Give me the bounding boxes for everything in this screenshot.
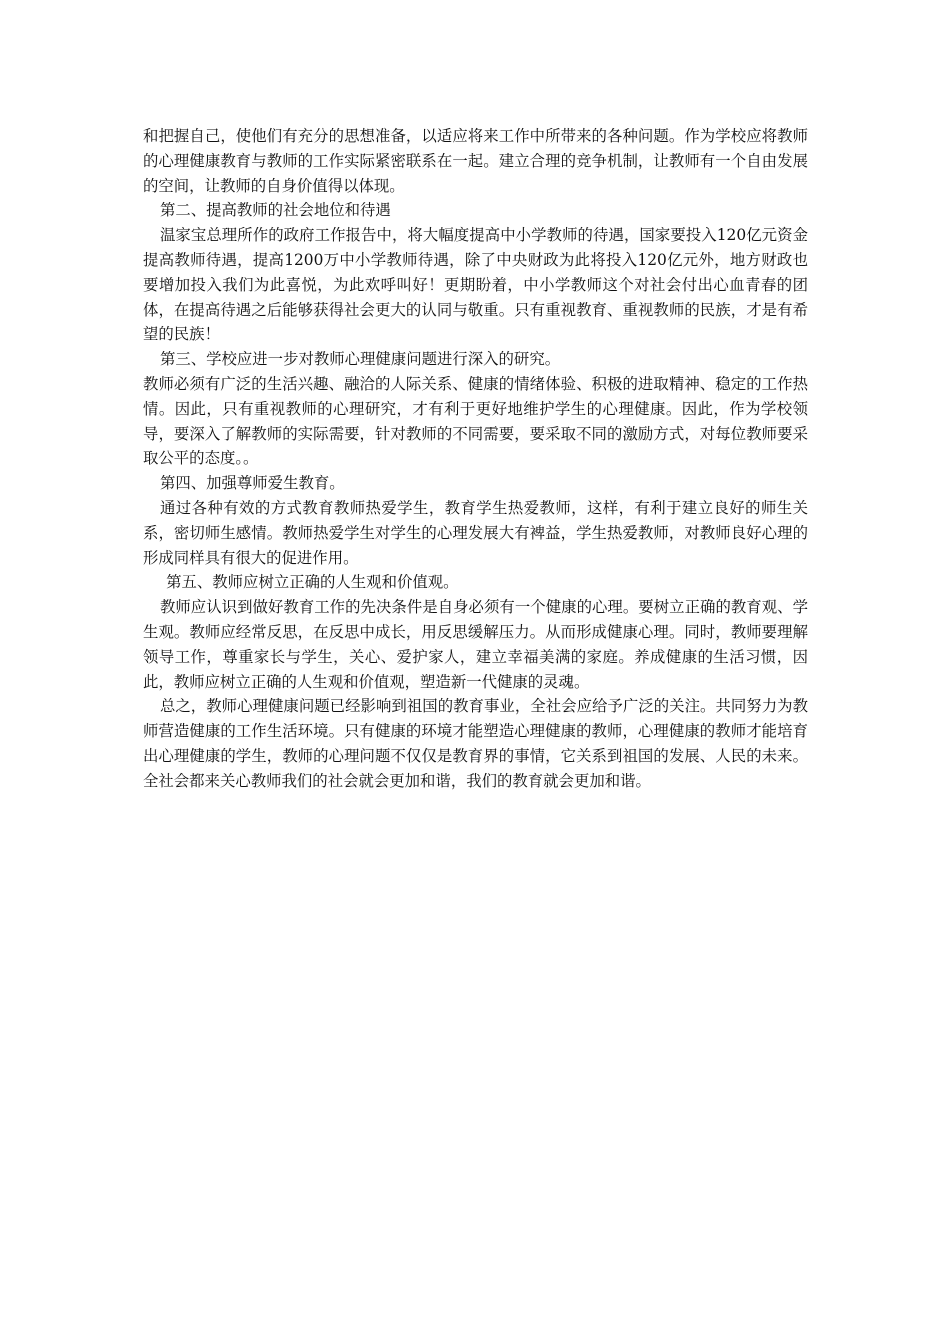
paragraph-section-2: 温家宝总理所作的政府工作报告中，将大幅度提高中小学教师的待遇，国家要投入120亿元资金提高教师待遇，提高1200万中小学教师待遇，除了中央财政为此将投入120亿元外，地方财政也要增加投入我们为此喜悦，为此欢呼叫好！更期盼着，中小学教师这个对社会付出心血青春的团体，在提高待遇之后能够获得社会更大的认同与敬重。只有重视教育、重视教师的民族，才是有希望的民族！ xyxy=(143,226,808,344)
paragraph-continuation: 和把握自己，使他们有充分的思想准备，以适应将来工作中所带来的各种问题。作为学校应将教师的心理健康教育与教师的工作实际紧密联系在一起。建立合理的竞争机制，让教师有一个自由发展的空间，让教师的自身价值得以体现。 xyxy=(143,127,808,195)
paragraph-section-5: 教师应认识到做好教育工作的先决条件是自身必须有一个健康的心理。要树立正确的教育观、学生观。教师应经常反思，在反思中成长，用反思缓解压力。从而形成健康心理。同时，教师要理解领导工作，尊重家长与学生，关心、爱护家人，建立幸福美满的家庭。养成健康的生活习惯，因此，教师应树立正确的人生观和价值观，塑造新一代健康的灵魂。 xyxy=(143,598,808,691)
section-heading-2: 第二、提高教师的社会地位和待遇 xyxy=(159,201,391,220)
paragraph-section-4: 通过各种有效的方式教育教师热爱学生，教育学生热爱教师，这样，有利于建立良好的师生关系，密切师生感情。教师热爱学生对学生的心理发展大有裨益，学生热爱教师，对教师良好心理的形成同样具有很大的促进作用。 xyxy=(143,498,808,567)
section-heading-3: 第三、学校应进一步对教师心理健康问题进行深入的研究。 xyxy=(159,350,561,369)
section-heading-5: 第五、教师应树立正确的人生观和价值观。 xyxy=(166,573,459,592)
paragraph-section-3: 教师必须有广泛的生活兴趣、融洽的人际关系、健康的情绪体验、积极的进取精神、稳定的工作热情。因此，只有重视教师的心理研究，才有利于更好地维护学生的心理健康。因此，作为学校领导，要深入了解教师的实际需要，针对教师的不同需要，要采取不同的激励方式，对每位教师要采取公平的态度。。 xyxy=(143,374,808,468)
document-page xyxy=(143,124,808,794)
paragraph-conclusion: 总之，教师心理健康问题已经影响到祖国的教育事业，全社会应给予广泛的关注。共同努力为教师营造健康的工作生活环境。只有健康的环境才能塑造心理健康的教师，心理健康的教师才能培育出心理健康的学生，教师的心理问题不仅仅是教育界的事情，它关系到祖国的发展、人民的未来。全社会都来关心教师我们的社会就会更加和谐，我们的教育就会更加和谐。 xyxy=(143,697,808,790)
section-heading-4: 第四、加强尊师爱生教育。 xyxy=(159,474,345,493)
